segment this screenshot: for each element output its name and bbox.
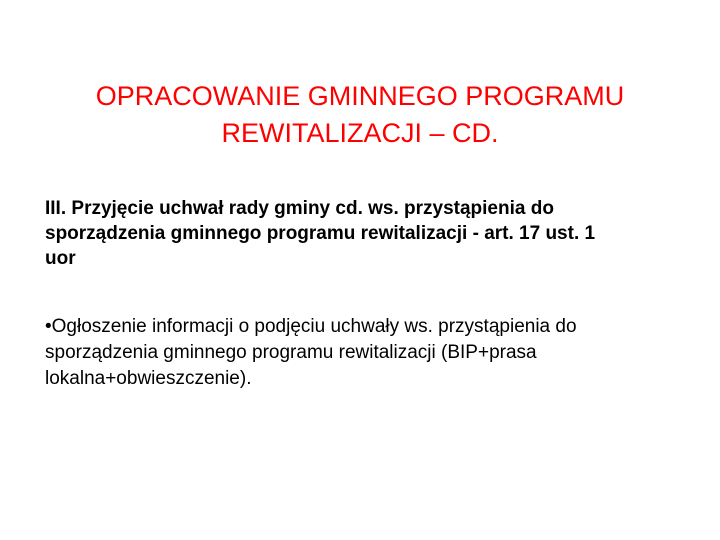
bullet-point-line-1: •Ogłoszenie informacji o podjęciu uchwały ws. przystąpienia do xyxy=(45,316,577,337)
bullet-point-line-3: lokalna+obwieszczenie). xyxy=(45,368,252,389)
section-heading-line-1: III. Przyjęcie uchwał rady gminy cd. ws. przystąpienia do xyxy=(45,198,554,219)
section-heading-line-3: uor xyxy=(45,248,76,269)
slide-title xyxy=(20,78,700,152)
slide-title-line-2: REWITALIZACJI – CD. xyxy=(221,118,499,148)
bullet-point-line-2: sporządzenia gminnego programu rewitalizacji (BIP+prasa xyxy=(45,342,537,363)
slide-title-line-1: OPRACOWANIE GMINNEGO PROGRAMU xyxy=(95,81,625,111)
section-heading-line-2: sporządzenia gminnego programu rewitalizacji - art. 17 ust. 1 xyxy=(45,223,596,244)
section-heading xyxy=(45,196,695,271)
bullet-point xyxy=(45,314,695,392)
